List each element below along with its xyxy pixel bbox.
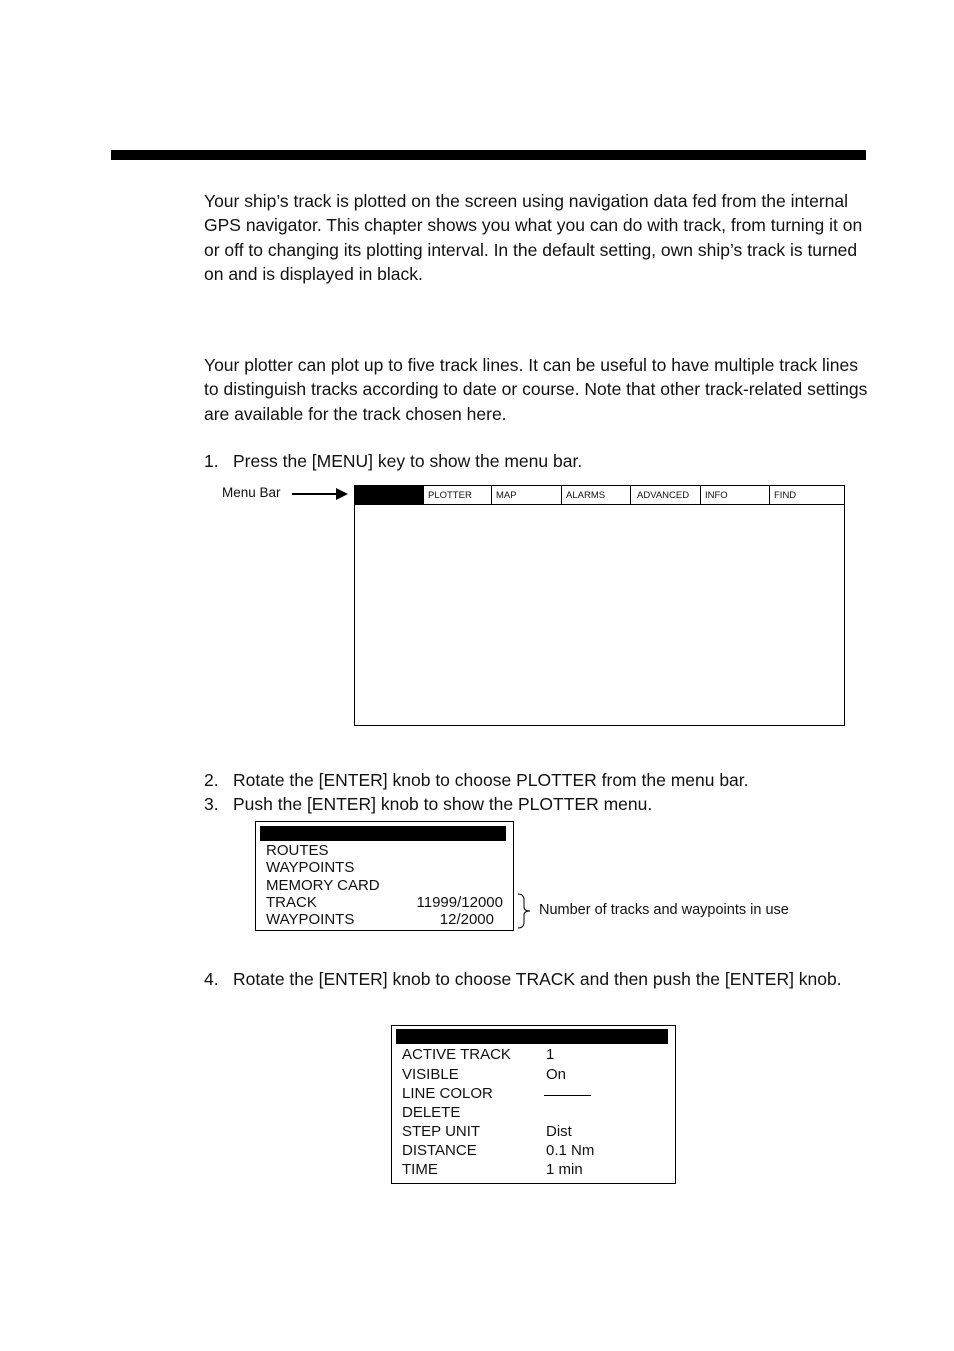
line-color-swatch <box>544 1095 591 1096</box>
step-text: Press the [MENU] key to show the menu bar. <box>233 451 583 471</box>
step-text: Push the [ENTER] knob to show the PLOTTER menu. <box>233 794 653 814</box>
menu-item-alarms[interactable]: ALARMS <box>562 486 631 504</box>
menu-item-memory-card[interactable]: MEMORY CARD <box>266 877 380 894</box>
waypoint-count-value: 12/2000 <box>439 911 494 928</box>
intro-paragraph: Your ship’s track is plotted on the screen using navigation data fed from the internal GPS navigator. This chapter shows you what you can do with track, from turning it on or off to changing its plotting interval. In the default setting, own ship’s track is turned on and is displayed in black. <box>204 191 863 284</box>
menu-item-active-track[interactable]: ACTIVE TRACK <box>402 1046 511 1063</box>
step-number: 2. <box>204 770 219 790</box>
step-text: Rotate the [ENTER] knob to choose TRACK and then push the [ENTER] knob. <box>233 969 842 989</box>
step-unit-value: Dist <box>546 1123 572 1140</box>
menu-item-line-color[interactable]: LINE COLOR <box>402 1085 493 1102</box>
menu-item-selected[interactable] <box>355 486 424 504</box>
menu-item-plotter[interactable]: PLOTTER <box>424 486 492 504</box>
menu-item-track[interactable]: TRACK <box>266 894 317 911</box>
section-paragraph: Your plotter can plot up to five track lines. It can be useful to have multiple track lines to distinguish tracks according to date or course. Note that other track-related settings are available for the track chosen here. <box>204 355 868 424</box>
step-number: 4. <box>204 969 219 989</box>
menu-item-visible[interactable]: VISIBLE <box>402 1066 459 1083</box>
track-count-value: 11999/12000 <box>416 894 503 911</box>
menu-item-waypoints[interactable]: WAYPOINTS <box>266 859 355 876</box>
menu-item-info[interactable]: INFO <box>701 486 770 504</box>
menu-item-delete[interactable]: DELETE <box>402 1104 461 1121</box>
step-text: Rotate the [ENTER] knob to choose PLOTTER from the menu bar. <box>233 770 749 790</box>
step-number: 3. <box>204 794 219 814</box>
menu-item-advanced[interactable]: ADVANCED <box>631 486 701 504</box>
menu-item-distance[interactable]: DISTANCE <box>402 1142 477 1159</box>
callout-arrow-line <box>292 493 340 495</box>
menu-item-find[interactable]: FIND <box>774 490 797 501</box>
menu-bar-screen <box>354 485 845 726</box>
track-menu-title-bar <box>396 1029 668 1044</box>
chapter-rule <box>111 150 866 160</box>
time-value: 1 min <box>546 1161 583 1178</box>
visible-value: On <box>546 1066 567 1083</box>
track-menu-screen <box>391 1025 676 1184</box>
callout-arrow-head <box>336 488 348 500</box>
step-number: 1. <box>204 451 219 471</box>
menu-item-map[interactable]: MAP <box>492 486 562 504</box>
waypoints-count-label: WAYPOINTS <box>266 911 355 928</box>
menu-bar <box>355 486 844 505</box>
plotter-menu-screen <box>255 821 514 931</box>
plotter-menu-title-bar <box>260 826 506 841</box>
brace-icon <box>516 893 532 929</box>
active-track-value: 1 <box>546 1046 555 1063</box>
count-note: Number of tracks and waypoints in use <box>539 902 789 918</box>
menu-bar-callout: Menu Bar <box>222 485 281 500</box>
menu-item-routes[interactable]: ROUTES <box>266 842 329 859</box>
menu-item-step-unit[interactable]: STEP UNIT <box>402 1123 481 1140</box>
menu-item-time[interactable]: TIME <box>402 1161 438 1178</box>
distance-value: 0.1 Nm <box>546 1142 595 1159</box>
